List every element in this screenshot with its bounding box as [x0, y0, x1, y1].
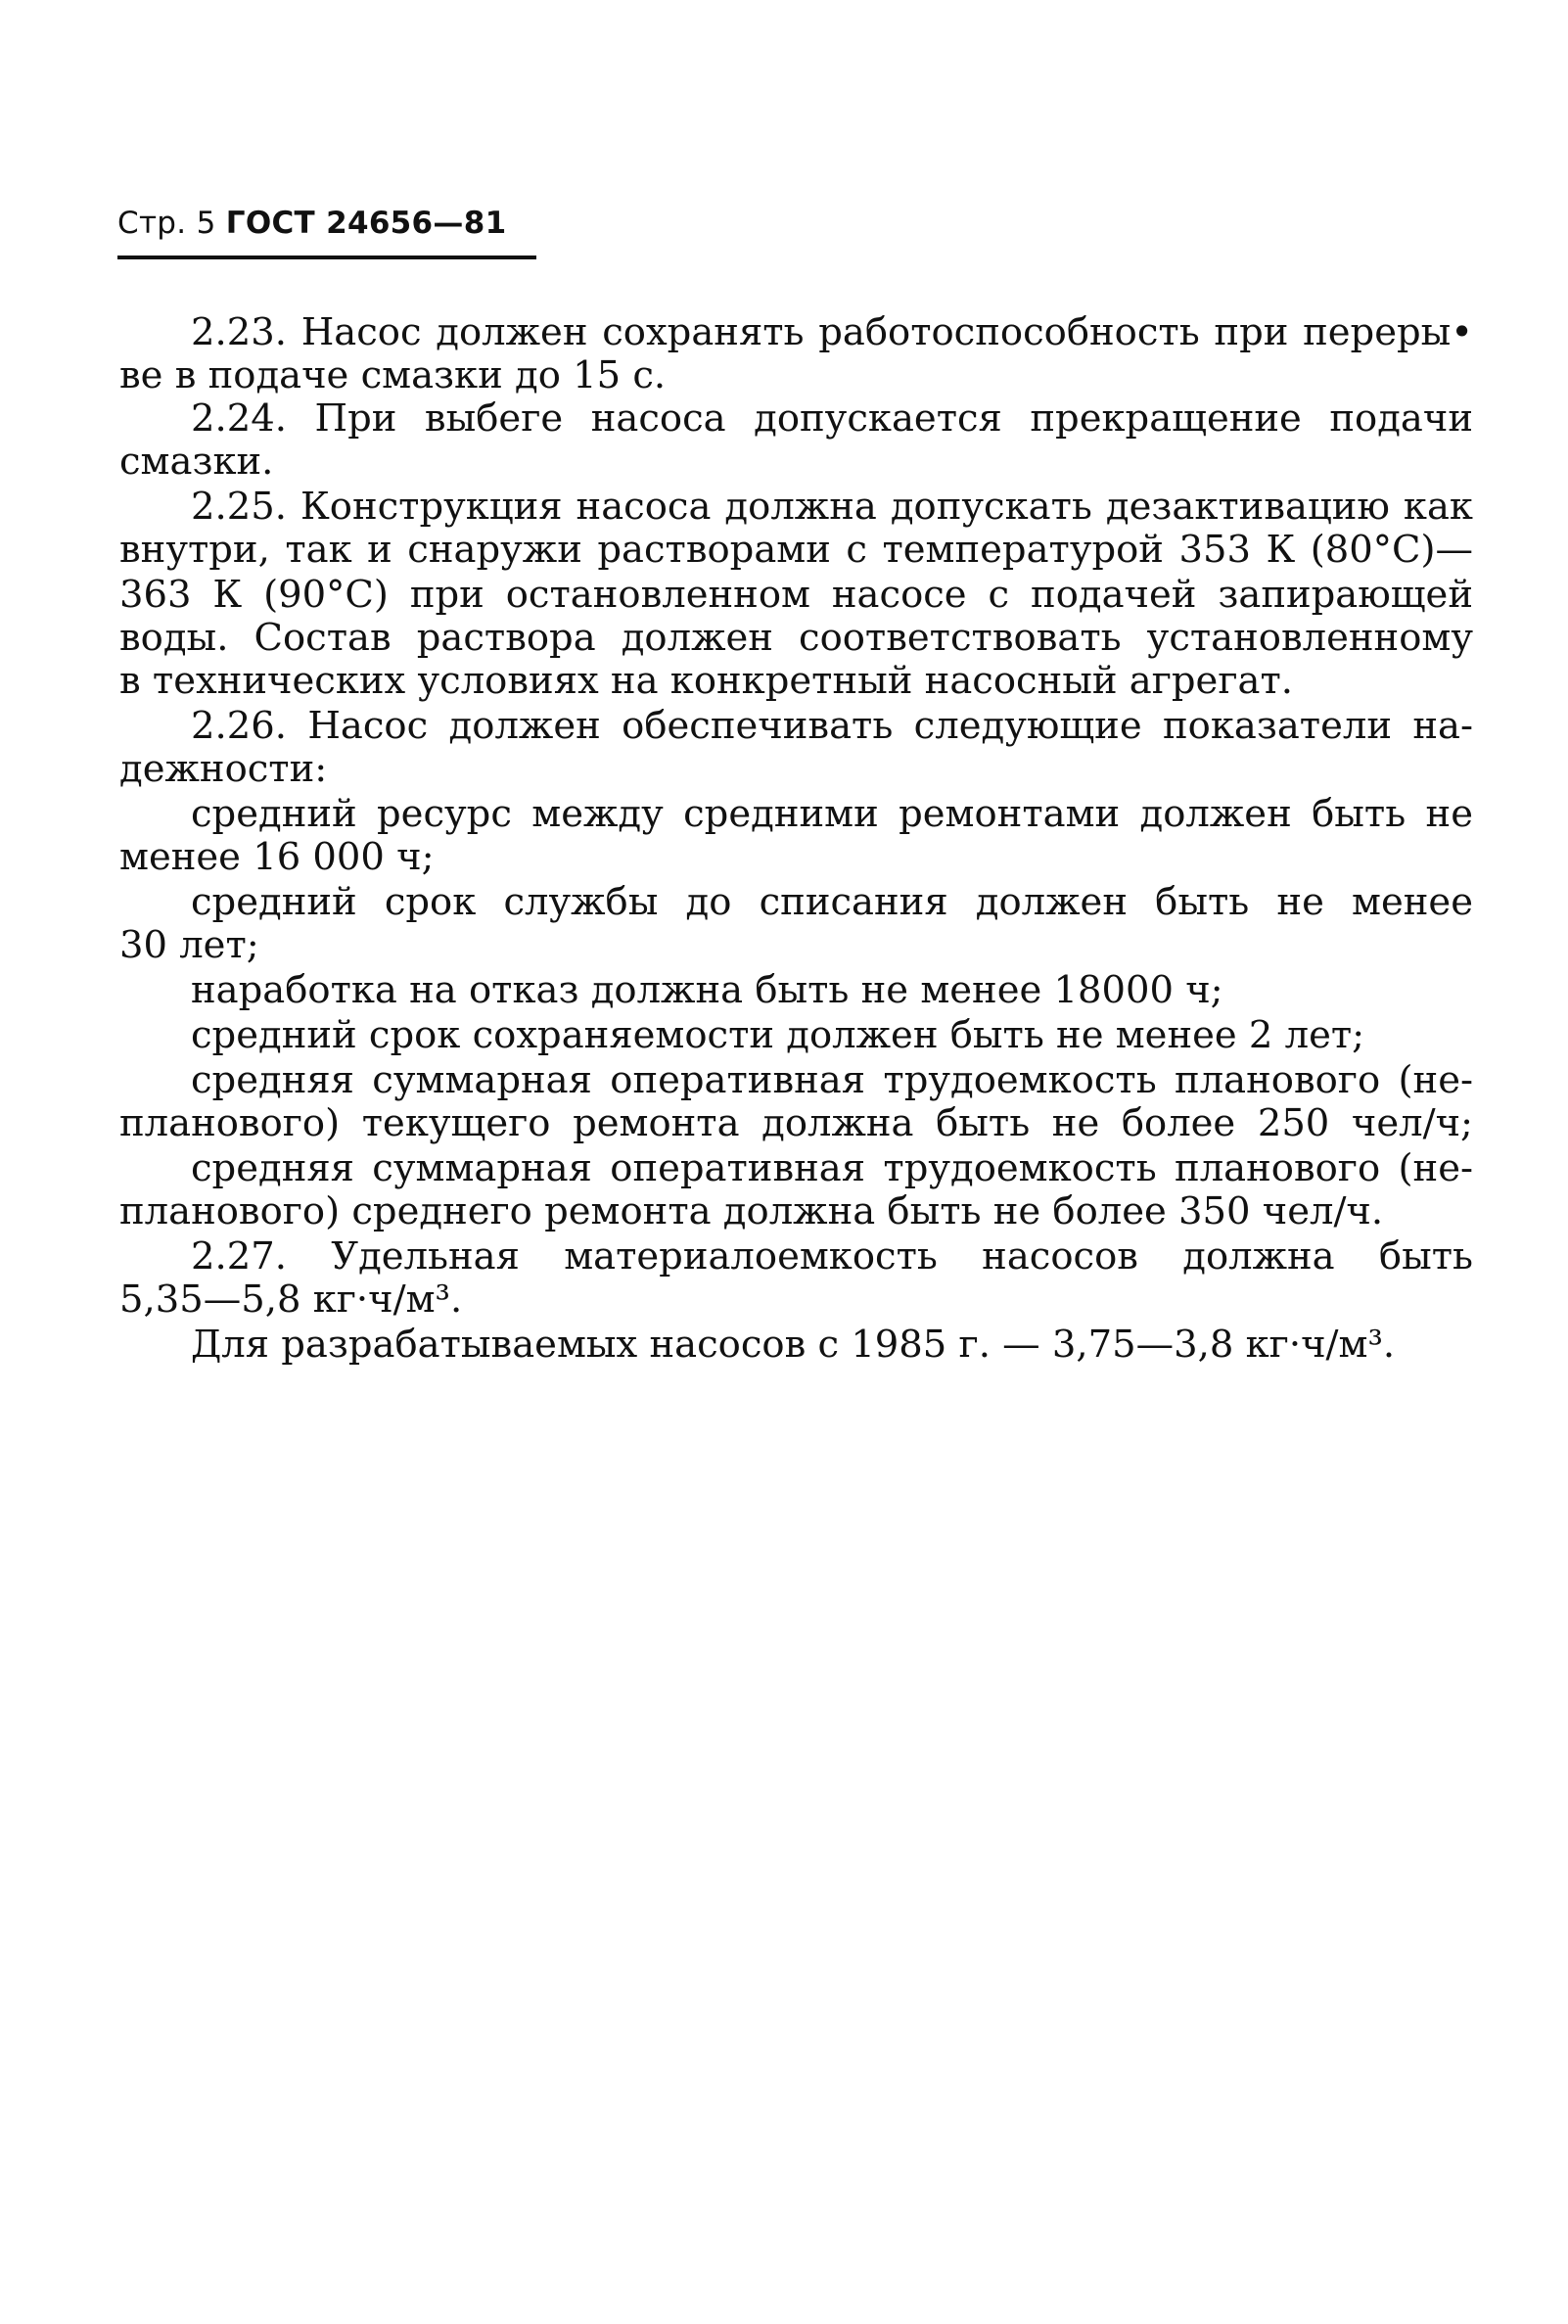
- text-line: в технических условиях на конкретный насосный агрегат.: [119, 659, 1294, 703]
- text-line: средний ресурс между средними ремонтами должен быть не: [191, 792, 1473, 836]
- header-rule: [117, 256, 536, 259]
- text-line: 2.27. Удельная материалоемкость насосов должна быть: [191, 1234, 1473, 1278]
- text-line: наработка на отказ должна быть не менее 18000 ч;: [191, 968, 1223, 1012]
- text-line: средняя суммарная оперативная трудоемкость планового (не-: [191, 1058, 1473, 1102]
- text-line: планового) текущего ремонта должна быть не более 250 чел/ч;: [119, 1101, 1473, 1145]
- page-number: Стр. 5: [117, 206, 216, 241]
- text-line: средний срок службы до списания должен быть не менее: [191, 880, 1473, 924]
- text-line: 2.25. Конструкция насоса должна допускать дезактивацию как: [191, 485, 1473, 529]
- text-line: 363 К (90°С) при остановленном насосе с подачей запирающей: [119, 573, 1473, 617]
- page-header: [117, 204, 506, 243]
- text-line: 30 лет;: [119, 923, 259, 967]
- text-line: смазки.: [119, 440, 274, 484]
- text-line: планового) среднего ремонта должна быть не более 350 чел/ч.: [119, 1189, 1384, 1233]
- text-line: 2.23. Насос должен сохранять работоспособность при переры•: [191, 310, 1473, 354]
- text-line: средний срок сохраняемости должен быть не менее 2 лет;: [191, 1013, 1365, 1057]
- text-line: средняя суммарная оперативная трудоемкость планового (не-: [191, 1146, 1473, 1190]
- text-line: ве в подаче смазки до 15 с.: [119, 353, 667, 397]
- text-line: 5,35—5,8 кг·ч/м³.: [119, 1278, 463, 1322]
- text-line: 2.24. При выбеге насоса допускается прекращение подачи: [191, 396, 1473, 441]
- text-line: менее 16 000 ч;: [119, 835, 435, 879]
- text-line: Для разрабатываемых насосов с 1985 г. — 3,75—3,8 кг·ч/м³.: [191, 1323, 1396, 1367]
- standard-code: ГОСТ 24656—81: [225, 206, 507, 241]
- text-line: воды. Состав раствора должен соответствовать установленному: [119, 616, 1473, 660]
- text-line: внутри, так и снаружи растворами с температурой 353 К (80°С)—: [119, 528, 1473, 572]
- text-line: дежности:: [119, 747, 328, 791]
- text-line: 2.26. Насос должен обеспечивать следующие показатели на-: [191, 704, 1473, 748]
